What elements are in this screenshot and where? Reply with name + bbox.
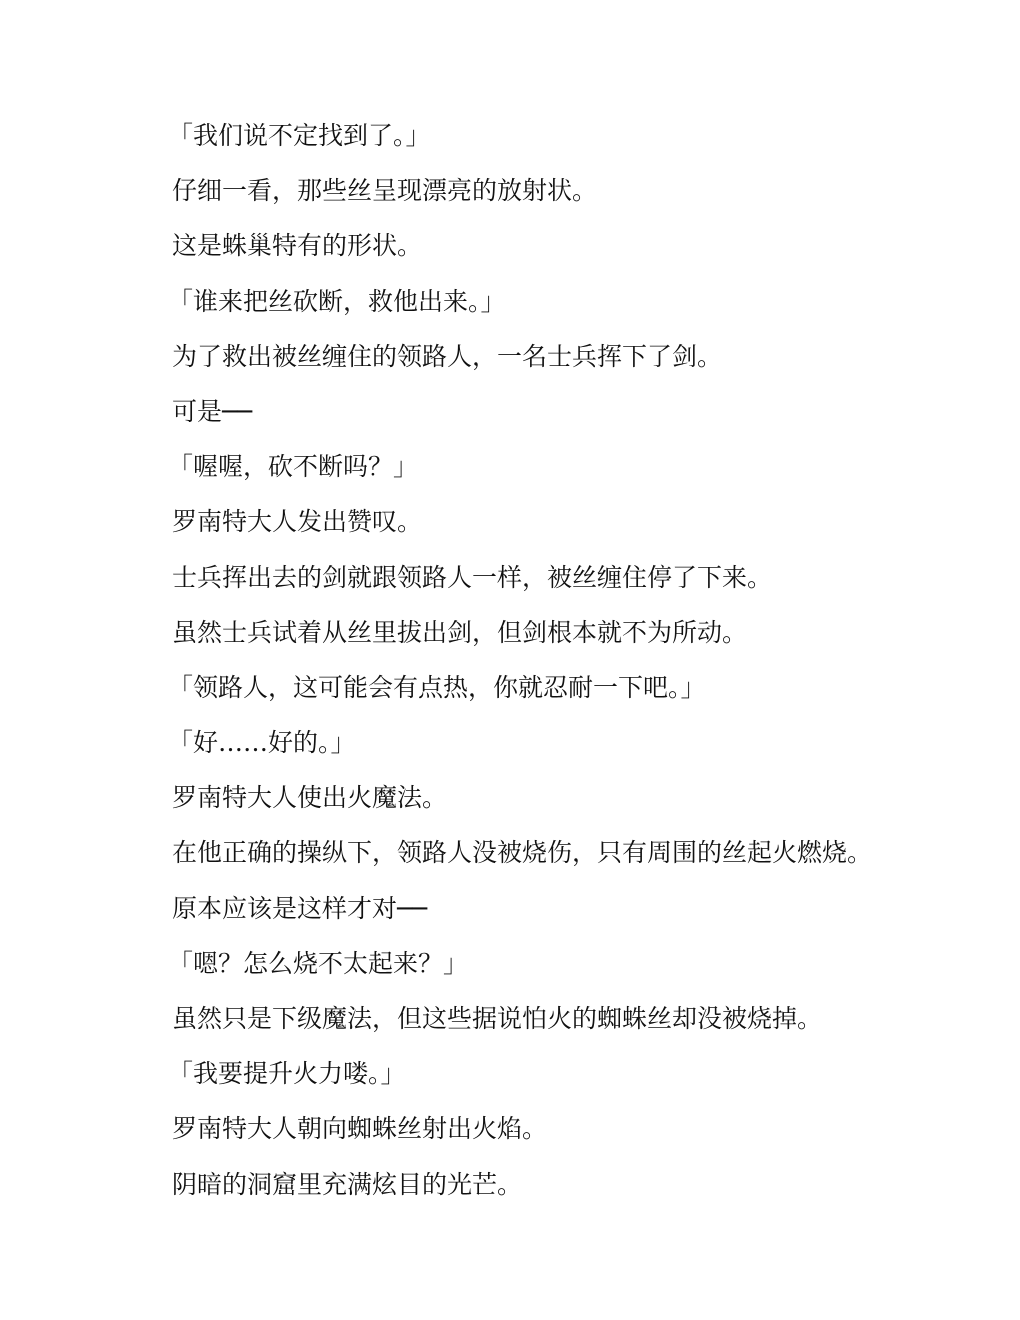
paragraph: 可是──	[172, 396, 253, 426]
paragraph: 为了救出被丝缠住的领路人，一名士兵挥下了剑。	[172, 341, 723, 371]
paragraph: 罗南特大人使出火魔法。	[172, 783, 448, 813]
paragraph: 罗南特大人发出赞叹。	[172, 507, 423, 537]
paragraph-dialogue: 「领路人，这可能会有点热，你就忍耐一下吧。」	[168, 672, 706, 702]
paragraph: 这是蛛巢特有的形状。	[172, 231, 423, 261]
paragraph: 虽然士兵试着从丝里拔出剑，但剑根本就不为所动。	[172, 617, 748, 647]
paragraph-dialogue: 「我们说不定找到了。」	[168, 121, 431, 150]
body-text	[168, 114, 932, 1218]
paragraph: 原本应该是这样才对──	[172, 893, 428, 923]
paragraph-dialogue: 「我要提升火力喽。」	[168, 1059, 406, 1089]
paragraph: 阴暗的洞窟里充满炫目的光芒。	[172, 1169, 523, 1199]
paragraph: 在他正确的操纵下，领路人没被烧伤，只有周围的丝起火燃烧。	[172, 838, 873, 868]
paragraph-dialogue: 「好……好的。」	[168, 728, 356, 758]
paragraph: 虽然只是下级魔法，但这些据说怕火的蜘蛛丝却没被烧掉。	[172, 1004, 823, 1033]
paragraph-dialogue: 「谁来把丝砍断，救他出来。」	[168, 286, 506, 316]
paragraph-dialogue: 「喔喔，砍不断吗？」	[168, 452, 419, 482]
paragraph-dialogue: 「嗯？怎么烧不太起来？」	[168, 948, 469, 978]
paragraph: 仔细一看，那些丝呈现漂亮的放射状。	[172, 176, 598, 206]
paragraph: 士兵挥出去的剑就跟领路人一样，被丝缠住停了下来。	[172, 562, 773, 592]
paragraph: 罗南特大人朝向蜘蛛丝射出火焰。	[172, 1114, 548, 1144]
